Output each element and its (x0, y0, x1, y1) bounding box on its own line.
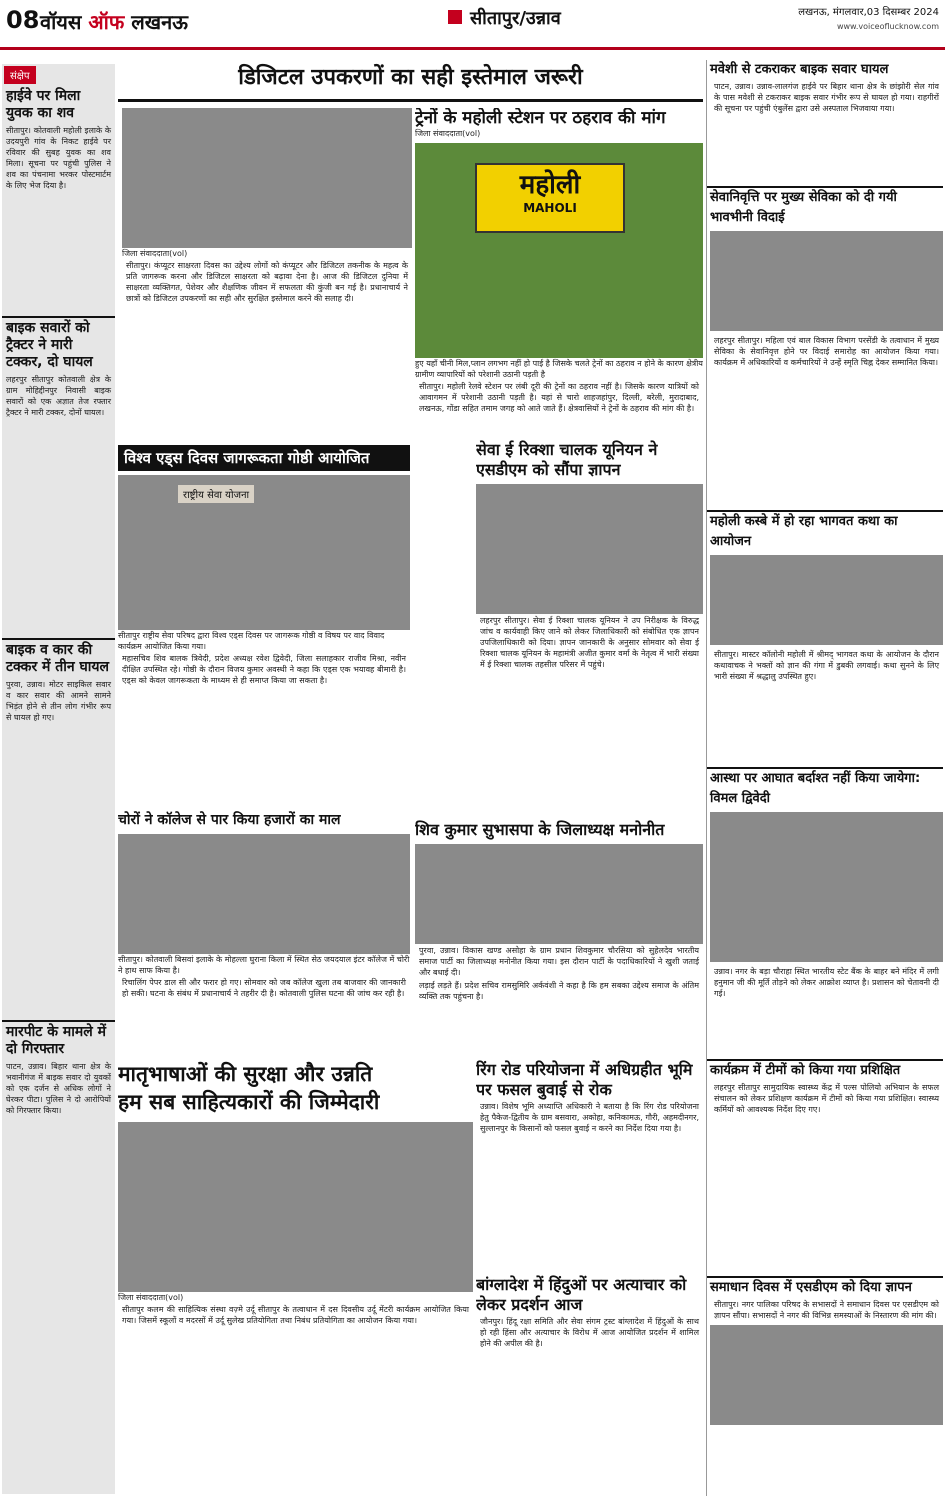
article-a6-headline: शिव कुमार सुभासपा के जिलाध्यक्ष मनोनीत (415, 820, 665, 839)
article-a6-photo (415, 844, 703, 944)
station-signboard: महोली MAHOLI (475, 163, 625, 233)
brief-item: बाइक व कार की टक्कर में तीन घायल पुरवा, उन्नाव। मोटर साइकिल सवार व कार सवार की आमने सामने भिड़ंत होने से तीन लोग गंभीर रूप से घायल हो गए। (6, 642, 111, 722)
article-a3-photo: राष्ट्रीय सेवा योजना (118, 475, 410, 630)
article-a6 (415, 820, 703, 1055)
dateline: लखनऊ, मंगलवार,03 दिसम्बर 2024 www.voiceoflucknow.com (798, 6, 939, 34)
article-a8-headline: रिंग रोड परियोजना में अधिग्रहीत भूमि पर फसल बुवाई से रोक (476, 1060, 693, 1099)
article-a3-body: महासचिव शिव बालक त्रिवेदी, प्रदेश अध्यक्ष रवेश द्विवेदी, जिला सलाहकार राजीव मिश्रा, नवीन दीक्षित उपस्थित रहे। गोष्ठी के दौरान विजय कुमार अवस्थी ने कहा कि एड्स एक भयावह बीमारी है। एड्स को केवल जागरूकता के माध्यम से ही समाप्त किया जा सकता है। (122, 654, 406, 685)
masthead (0, 0, 945, 50)
article-a1-headline-box (118, 60, 703, 102)
article-a1-caption: जिला संवाददाता(vol) (122, 249, 188, 258)
article-r2: सेवानिवृत्ति पर मुख्य सेविका को दी गयी भावभीनी विदाई लहरपुर सीतापुर। महिला एवं बाल विकास विभाग परसेंडी के तत्वाधान में मुख्य सेविका के सेवानिवृत्त होने पर विदाई समारोह का आयोजन किया गया। कार्यक्रम में अधिकारियों व कर्मचारियों ने उन्हें स्मृति चिह्न देकर सम्मानित किया। (707, 188, 943, 510)
article-a6-body: पुरवा, उन्नाव। विकास खण्ड असोहा के ग्राम प्रधान शिवकुमार चौरसिया को सुहेलदेव भारतीय समाज पार्टी का जिलाध्यक्ष मनोनीत किया गया। इस दौरान पार्टी के पदाधिकारियों ने खुशी जताई और बधाई दी। (419, 946, 699, 977)
article-a4 (476, 440, 703, 820)
article-a9-headline: बांग्लादेश में हिंदुओं पर अत्याचार को लेकर प्रदर्शन आज (476, 1275, 687, 1314)
article-a3-caption: सीतापुर राष्ट्रीय सेवा परिषद द्वारा विश्व एड्स दिवस पर जागरूक गोष्ठी व विषय पर वाद विवाद कार्यक्रम आयोजित किया गया। (118, 631, 385, 651)
article-a2-byline: जिला संवाददाता(vol) (415, 129, 481, 138)
article-a7-caption: जिला संवाददाता(vol) (118, 1293, 184, 1302)
article-a1-headline: डिजिटल उपकरणों का सही इस्तेमाल जरूरी (238, 65, 583, 90)
article-a5-photo (118, 834, 410, 954)
article-r5: कार्यक्रम में टीमों को किया गया प्रशिक्षित लहरपुर सीतापुर सामुदायिक स्वास्थ्य केंद्र में पल्स पोलियो अभियान के सफल संचालन को लेकर प्रशिक्षण कार्यक्रम में टीमों को किया गया प्रशिक्षित। स्वास्थ्य कर्मियों को आवश्यक निर्देश दिए गए। (710, 1063, 939, 1114)
article-a4-photo (476, 484, 703, 614)
article-r3: महोली कस्बे में हो रहा भागवत कथा का आयोजन सीतापुर। मास्टर कॉलोनी महोली में श्रीमद् भागवत कथा के आयोजन के दौरान कथावाचक ने भक्तों को ज्ञान की गंगा में डुबकी लगवाई। कथा सुनने के लिए भारी संख्या में श्रद्धालु उपस्थित हुए। (707, 512, 943, 767)
article-a7-headline: मातृभाषाओं की सुरक्षा और उन्नति हम सब साहित्यकारों की जिम्मेदारी (118, 1062, 380, 1114)
article-a4-body: लहरपुर सीतापुर। सेवा ई रिक्शा चालक यूनियन ने उप निरीक्षक के विरुद्ध जांच व कार्यवाही किए जाने को लेकर जिलाधिकारी को संबोधित एक ज्ञापन उपजिलाधिकारी को दिया। ज्ञापन जानकारी के अनुसार सोमवार को सेवा ई रिक्शा चालक यूनियन के महामंत्री अजीत कुमार वर्मा के नेतृत्व में भारी संख्या में ई रिक्शा चालक तहसील परिसर में पहुंचे। (480, 616, 699, 669)
brand-logo: वॉयस ऑफ लखनऊ (40, 10, 188, 34)
brief-item: मारपीट के मामले में दो गिरफ्तार पाटन, उन्नाव। बिहार थाना क्षेत्र के भवानीगंज में बाइक सवार दो युवकों को एक दर्जन से अधिक लोगों ने घेरकर पीटा। पुलिस ने दो आरोपियों को गिरफ्तार किया। (6, 1024, 111, 1115)
article-a4-headline: सेवा ई रिक्शा चालक यूनियन ने एसडीएम को सौंपा ज्ञापन (476, 440, 658, 479)
article-a5-body: रिचालिंग पेपर डाल सी और फरार हो गए। सोमवार को जब कॉलेज खुला तब बाजवार की जानकारी हो सकी। घटना के संबंध में प्रधानाचार्य ने तहरीर दी है। कोतवाली पुलिस घटना की जांच कर रही है। (122, 978, 406, 998)
article-a8-body: उन्नाव। विशेष भूमि अध्याप्ति अधिकारी ने बताया है कि रिंग रोड परियोजना हेतु पैकेज-द्वितीय के ग्राम बसवारा, अकोहा, कनिकामऊ, गौरी, अहमदीनगर, सुल्तानपुर के किसानों को फसल बुवाई न करने का निर्देश दिया गया है। (480, 1102, 699, 1133)
article-a7-body: सीतापुर कलम की साहित्यिक संस्था वज़्मे उर्दू सीतापुर के तत्वाधान में दस दिवसीय उर्दू मेंटरी कार्यक्रम आयोजित किया गया। जिसमें स्कूलों व मदरसों में उर्दू सुलेख प्रतियोगिता तथा निबंध प्रतियोगिता का आयोजन किया गया। (122, 1305, 469, 1325)
article-a5-headline: चोरों ने कॉलेज से पार किया हजारों का माल (118, 812, 341, 828)
article-a3 (118, 445, 410, 798)
article-a1 (122, 108, 412, 438)
article-a2-headline: ट्रेनों के महोली स्टेशन पर ठहराव की मांग (415, 108, 666, 128)
website: www.voiceoflucknow.com (836, 22, 939, 31)
article-a5-caption: सीतापुर। कोतवाली बिसवां इलाके के मोहल्ला घुराना किला में स्थित सेठ जयदयाल इंटर कॉलेज में चोरी ने हाथ साफ किया है। (118, 955, 410, 975)
article-a2-photo (415, 143, 703, 358)
section-title: सीतापुर/उन्नाव (470, 8, 561, 29)
article-a8 (476, 1060, 703, 1270)
article-r6: समाधान दिवस में एसडीएम को दिया ज्ञापन सीतापुर। नगर पालिका परिषद के सभासदों ने समाधान दिवस पर एसडीएम को ज्ञापन सौंपा। सभासदों ने नगर की विभिन्न समस्याओं के निस्तारण की मांग की। (707, 1278, 943, 1496)
article-a1-photo (122, 108, 412, 248)
page-number: 08 (6, 6, 40, 34)
brief-item: हाईवे पर मिला युवक का शव सीतापुर। कोतवाली महोली इलाके के उदयपुरी गांव के निकट हाईवे पर रविवार की सुबह युवक का शव मिला। सूचना पर पहुंची पुलिस ने शव का पंचनामा भरकर पोस्टमार्टम के लिए भेज दिया है। (6, 88, 111, 190)
article-a6-body2: लड़ाई लड़ते हैं। प्रदेश सचिव रामसुमिरि अर्कवंशी ने कहा है कि हम सबका उद्देश्य समाज के अंतिम व्यक्ति तक पहुंचना है। (419, 981, 699, 1001)
article-a5 (118, 810, 410, 1050)
article-a7-photo (118, 1122, 473, 1292)
brief-column (2, 64, 115, 1494)
right-column (706, 60, 943, 1496)
brief-item: बाइक सवारों को ट्रैक्टर ने मारी टक्कर, दो घायल लहरपुर सीतापुर कोतवाली क्षेत्र के ग्राम मोहिद्दीनपुर निवासी बाइक सवारों को एक अज्ञात तेज रफ्तार ट्रैक्टर ने मारी टक्कर, दोनों घायल। (6, 320, 111, 417)
article-a3-headline: विश्व एड्स दिवस जागरूकता गोष्ठी आयोजित (118, 445, 410, 471)
brief-label: संक्षेप (4, 66, 36, 84)
article-r4: आस्था पर आघात बर्दाश्त नहीं किया जायेगा: विमल द्विवेदी उन्नाव। नगर के बड़ा चौराहा स्थित भारतीय स्टेट बैंक के बाहर बने मंदिर में लगी हनुमान जी की मूर्ति तोड़ने को लेकर आक्रोश व्याप्त है। प्रशासन को चेतावनी दी गई। (707, 769, 943, 1059)
article-a9-body: जौनपुर। हिंदू रक्षा समिति और सेवा संगम ट्रस्ट बांग्लादेश में हिंदुओं के साथ हो रही हिंसा और अत्याचार के विरोध में आज आयोजित प्रदर्शन में शामिल होने की अपील की है। (480, 1317, 699, 1348)
article-r1: मवेशी से टकराकर बाइक सवार घायल पाटन, उन्नाव। उन्नाव-लालगंज हाईवे पर बिहार थाना क्षेत्र के छांझोरी सेल गांव के पास मवेशी से टकराकर बाइक सवार गंभीर रूप से घायल हो गया। राहगीरों की सूचना पर पहुंची एंबुलेंस द्वारा उसे अस्पताल भिजवाया गया। (710, 62, 939, 113)
article-a2 (415, 108, 703, 438)
article-a1-body: सीतापुर। कंप्यूटर साक्षरता दिवस का उद्देश्य लोगों को कंप्यूटर और डिजिटल तकनीक के महत्व के प्रति जागरूक करना और डिजिटल साक्षरता को बढ़ावा देना है। आज की डिजिटल दुनिया में साक्षरता व्यक्तिगत, पेशेवर और शैक्षणिक जीवन में सफलता की कुंजी बन गई है। प्रधानाचार्य ने छात्रों को डिजिटल उपकरणों का सही और सुरक्षित इस्तेमाल करने की सलाह दी। (126, 261, 408, 303)
article-a7 (118, 1060, 473, 1495)
article-a2-caption: हुए यहाँ चीनी मिल,प्लान लगभग नहीं हो पाई है जिसके चलते ट्रेनों का ठहराव न होने के कारण क्षेत्रीय ग्रामीण व्यापारियों को परेशानी उठानी पड़ती है (415, 359, 703, 379)
article-a9 (476, 1275, 703, 1495)
article-a2-body: सीतापुर। महोली रेलवे स्टेशन पर लंबी दूरी की ट्रेनों का ठहराव नहीं है। जिसके कारण यात्रियों को आवागमन में परेशानी उठानी पड़ती है। यहां से चारो शाहजहांपुर, दिल्ली, बरेली, मुरादाबाद, लखनऊ, गोंडा सहित तमाम जगह को आते जाते हैं। क्षेत्रवासियों ने ट्रेनों के ठहराव की मांग की है। (419, 382, 699, 413)
